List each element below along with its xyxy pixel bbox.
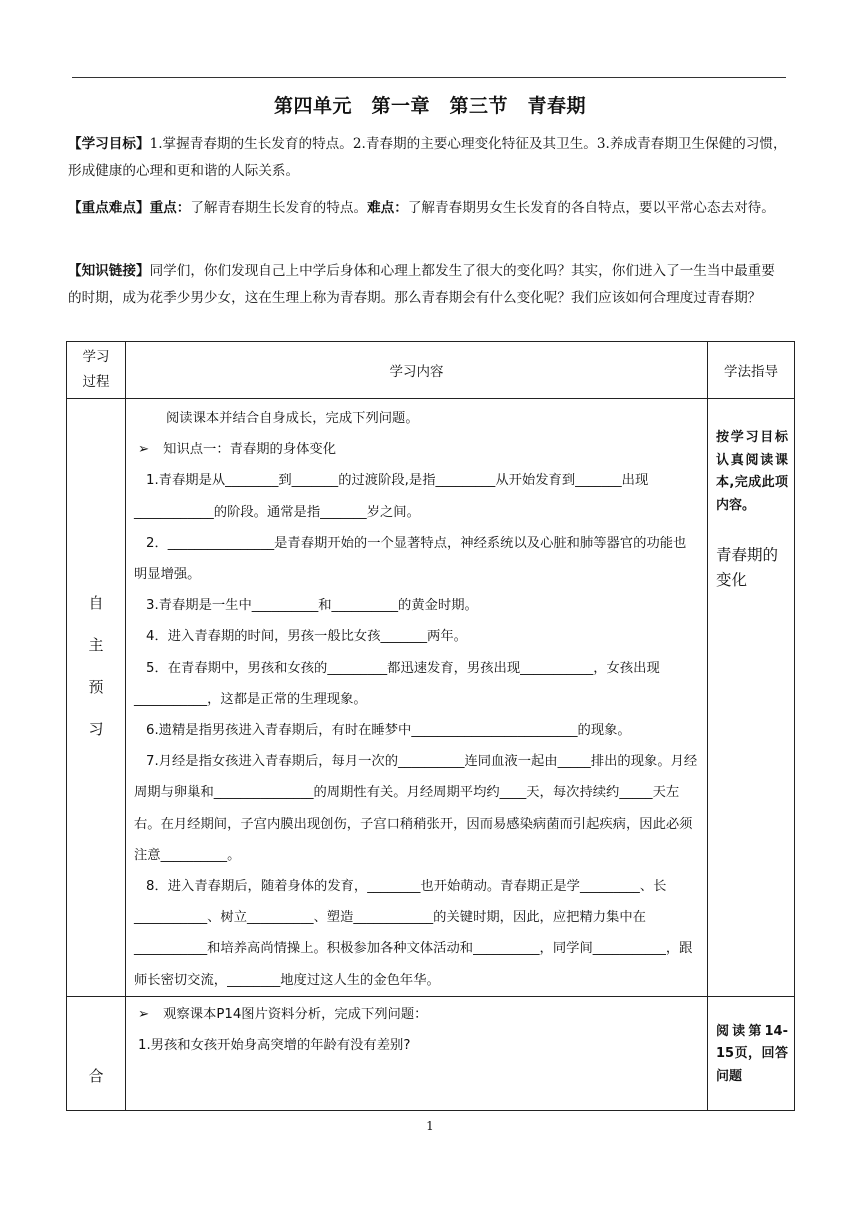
question-item: 8．进入青春期后，随着身体的发育，________也开始萌动。青春期正是学_________、长___________、树立__________、塑造____________的关键时期，因此，应把精力集中在___________和培养高尚情操上。积极参加各种文体活动和__________，同学间___________，跟师长密切交流，________地度过这人生的金色年华。 [134, 879, 693, 988]
stage-cooperation [67, 996, 126, 1110]
cooperation-content [126, 996, 708, 1110]
stage-char: 习 [88, 720, 104, 738]
question-item: 7.月经是指女孩进入青春期后，每月一次的__________连同血液一起由_____排出的现象。月经周期与卵巢和_______________的周期性有关。月经周期平均约____天，每次持续约_____天左右。在月经期间，子宫内膜出现创伤，子宫口稍稍张开，因而易感染病菌而引起疾病，因此必须注意__________。 [134, 754, 698, 863]
key-points-paragraph [68, 195, 788, 222]
key-label: 重点： [149, 200, 191, 216]
stage-char: 预 [88, 678, 104, 696]
knowledge-link-text: 同学们，你们发现自己上中学后身体和心理上都发生了很大的变化吗？其实，你们进入了一生当中最重要的时期，成为花季少男少女，这在生理上称为青春期。那么青春期会有什么变化呢？我们应该如何合理度过青春期？ [68, 263, 775, 306]
header-method: 学法指导 [708, 342, 795, 399]
header-rule [72, 77, 786, 78]
stage-char: 自 [88, 594, 104, 612]
stage-char: 合 [88, 1066, 104, 1085]
knowledge-link-label: 【知识链接】 [68, 263, 150, 279]
study-table [66, 341, 795, 1111]
header-content: 学习内容 [126, 342, 708, 399]
self-study-content [126, 399, 708, 997]
header-process: 学习过程 [67, 342, 126, 399]
cooperation-intro-text: 观察课本P14图片资料分析，完成下列问题： [163, 1006, 428, 1022]
objectives-paragraph [68, 131, 788, 185]
difficulty-text: 了解青春期男女生长发育的各自特点，要以平常心态去对待。 [407, 200, 775, 216]
cooperation-question: 1.男孩和女孩开始身高突增的年龄有没有差别? [138, 1038, 411, 1054]
self-study-guide [708, 399, 795, 997]
key-points-label: 【重点难点】 [68, 200, 150, 216]
cooperation-intro [126, 997, 707, 1030]
guide-text: 阅读第14-15页，回答问题 [716, 1023, 788, 1084]
cooperation-guide [708, 996, 795, 1110]
knowledge-point-title: 知识点一：青春期的身体变化 [163, 442, 337, 458]
objectives-label: 【学习目标】 [68, 136, 150, 152]
bullet-icon: ➢ [138, 442, 150, 458]
knowledge-point-heading [126, 434, 707, 465]
page-number: 1 [426, 1119, 434, 1133]
reading-intro: 阅读课本并结合自身成长，完成下列问题。 [166, 411, 419, 426]
self-study-row [67, 399, 795, 997]
guide-topic: 青春期的变化 [716, 546, 779, 589]
question-item: 1.青春期是从________到_______的过渡阶段,是指_________从开始发育到_______出现____________的阶段。通常是指_______岁之间。 [134, 473, 649, 520]
key-text: 了解青春期生长发育的特点。 [190, 200, 368, 216]
question-item: 6.遗精是指男孩进入青春期后，有时在睡梦中_________________________的现象。 [146, 723, 631, 739]
guide-text: 按学习目标认真阅读课本,完成此项内容。 [716, 430, 788, 513]
stage-char: 主 [88, 636, 104, 654]
question-item: 4．进入青春期的时间，男孩一般比女孩_______两年。 [146, 629, 467, 645]
table-header-row [67, 342, 795, 399]
page-title: 第四单元 第一章 第三节 青春期 [273, 95, 586, 117]
stage-self-study [67, 399, 126, 997]
difficulty-label: 难点： [367, 200, 408, 216]
question-item: 5．在青春期中，男孩和女孩的_________都迅速发育，男孩出现___________，女孩出现___________，这都是正常的生理现象。 [134, 660, 660, 707]
knowledge-link-paragraph [68, 258, 788, 312]
question-item: 3.青春期是一生中__________和__________的黄金时期。 [146, 598, 478, 614]
question-item: 2．________________是青春期开始的一个显著特点，神经系统以及心脏和肺等器官的功能也明显增强。 [134, 535, 687, 583]
bullet-icon: ➢ [138, 1006, 150, 1022]
cooperation-row [67, 996, 795, 1110]
objectives-text: 1.掌握青春期的生长发育的特点。2.青春期的主要心理变化特征及其卫生。3.养成青春期卫生保健的习惯，形成健康的心理和更和谐的人际关系。 [68, 136, 787, 179]
